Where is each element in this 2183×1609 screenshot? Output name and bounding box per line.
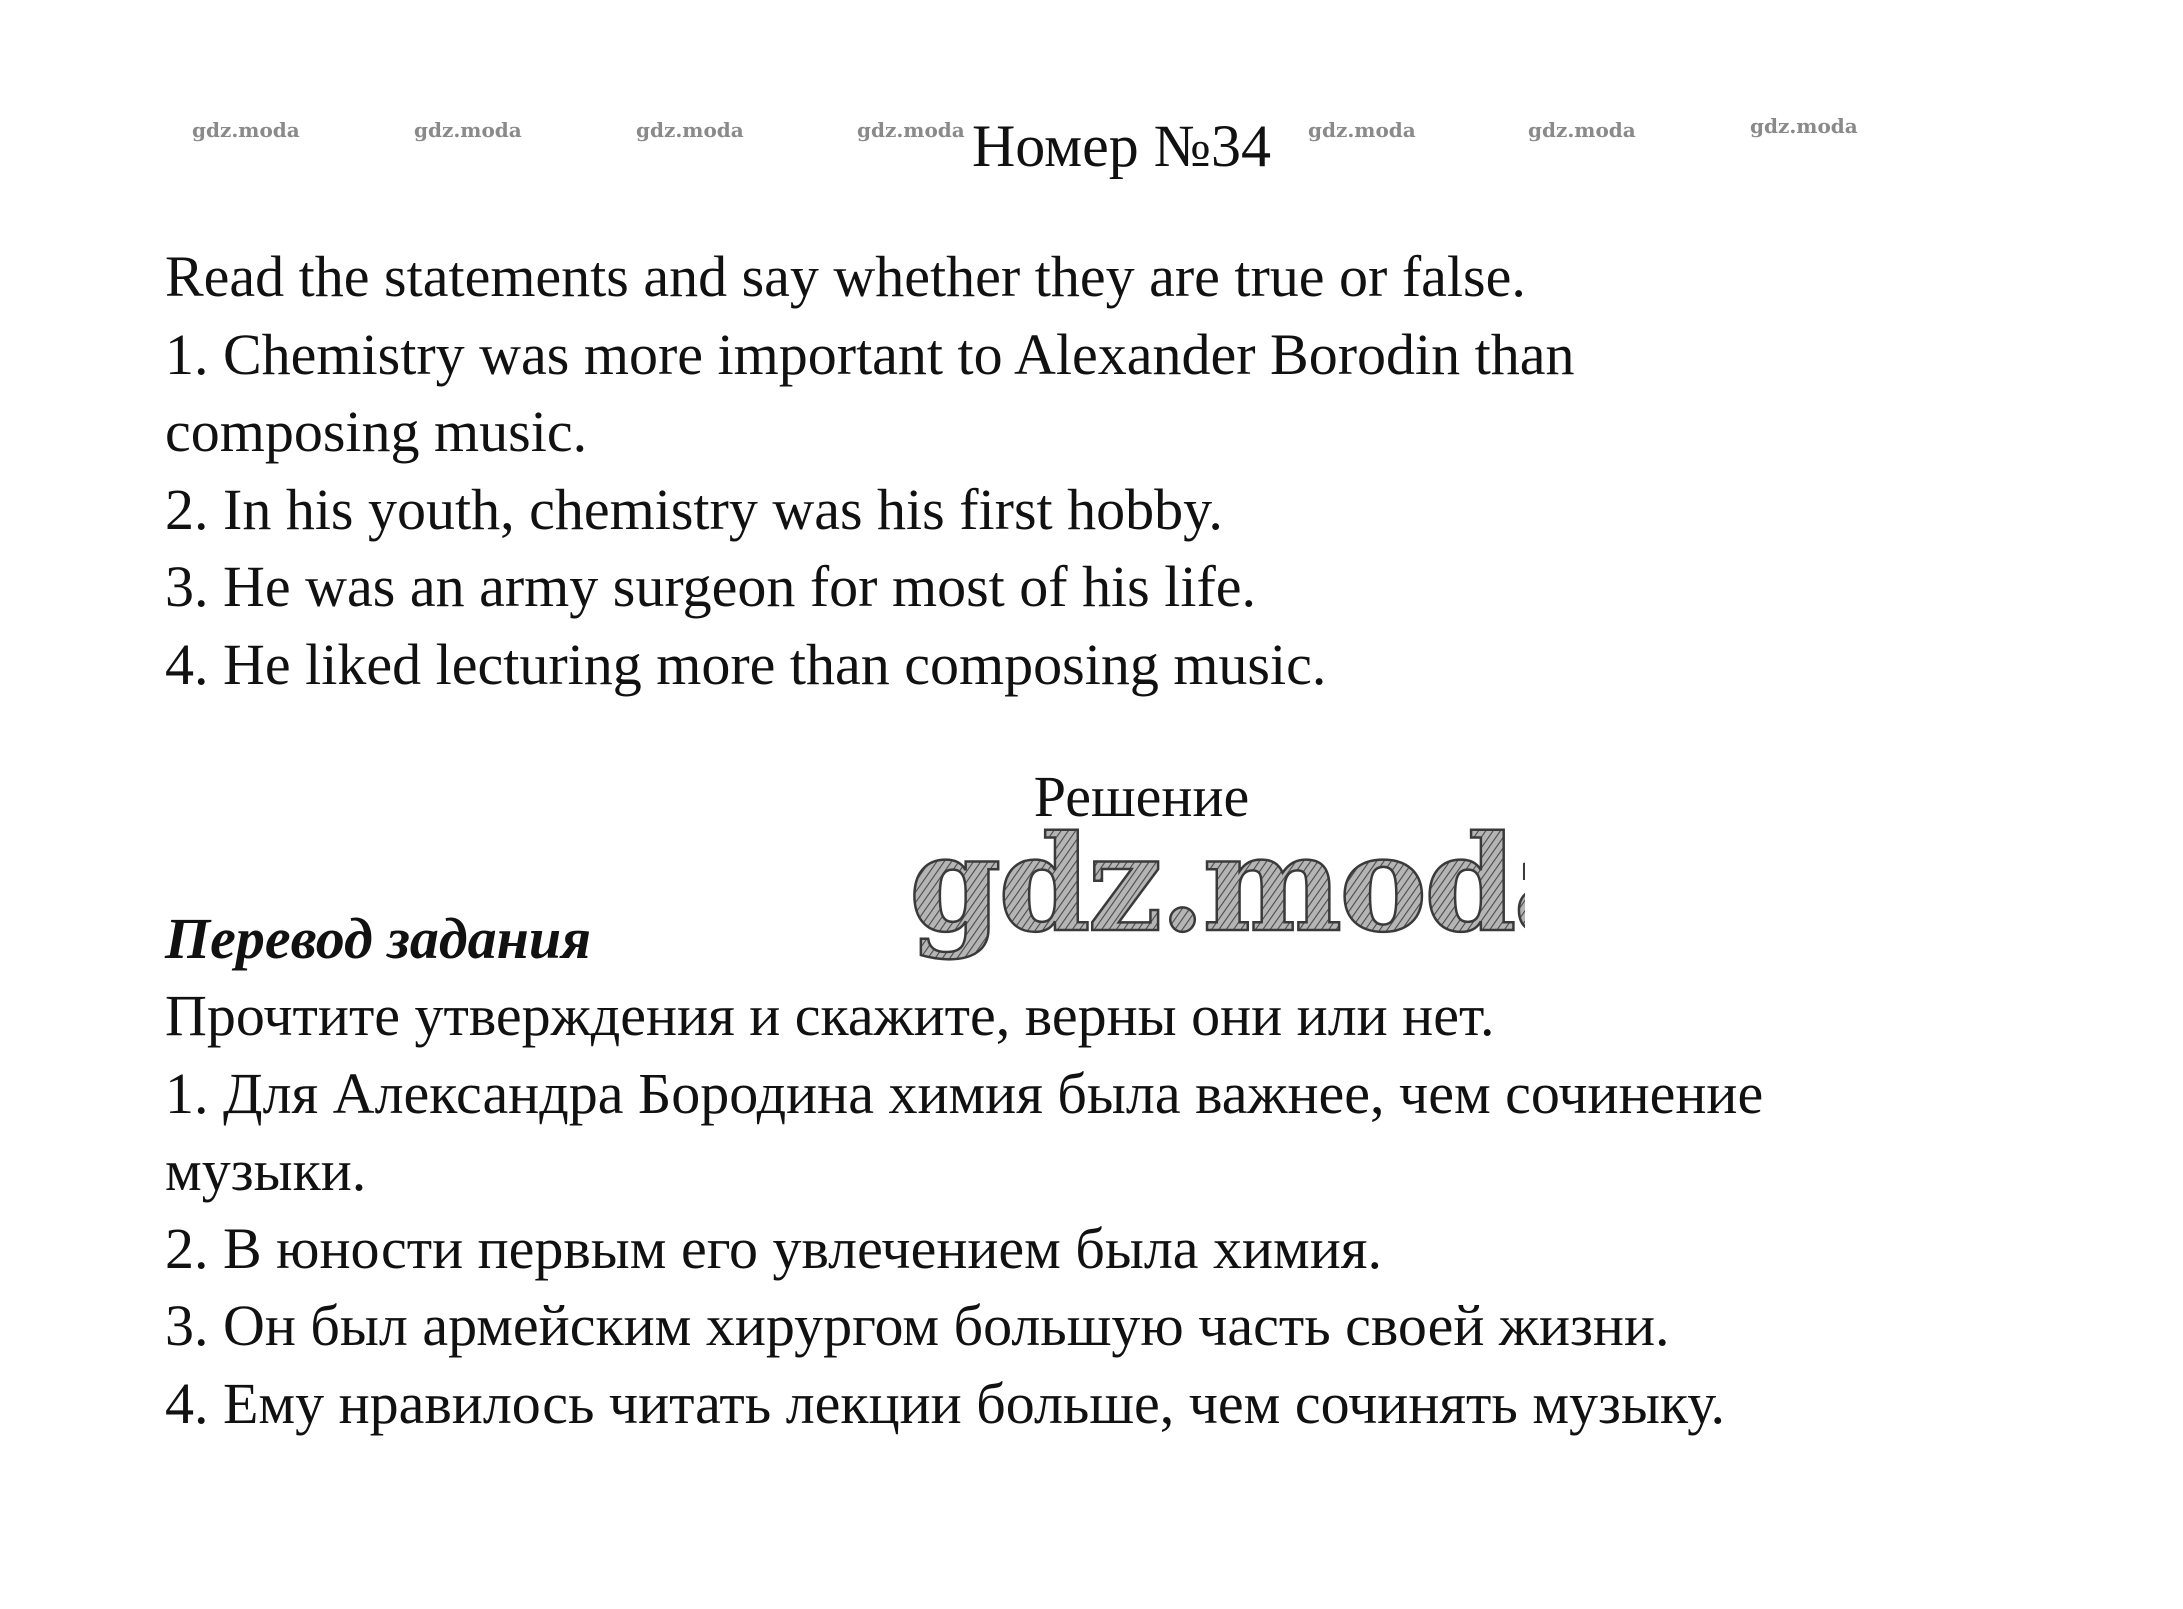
translation-text [165,977,2125,1442]
translation-line: 2. В юности первым его увлечением была химия. [165,1215,1382,1281]
watermark-text: gdz.moda [414,118,522,142]
watermark-text: gdz.moda [192,118,300,142]
solution-label-text: Решение [1033,764,1250,829]
task-line: 3. He was an army surgeon for most of his life. [165,554,1257,619]
translation-line: 3. Он был армейским хирургом большую часть своей жизни. [165,1293,1670,1358]
page-title-text: Номер №34 [971,113,1272,179]
translation-line: 1. Для Александра Бородина химия была важнее, чем сочинение [165,1060,1764,1126]
watermark-logo-svg [905,812,1525,972]
watermark-text: gdz.moda [1308,118,1416,142]
page-title [0,108,2183,184]
task-line: 4. He liked lecturing more than composing music. [165,631,1327,697]
translation-line: музыки. [165,1138,367,1203]
task-text [165,238,2125,703]
watermark-text: gdz.moda [1528,118,1636,142]
watermark-text: gdz.moda [1750,114,1858,138]
big-watermark-logo [905,812,1525,972]
task-line: Read the statements and say whether they are true or false. [165,244,1526,309]
translation-line: 4. Ему нравилось читать лекции больше, чем сочинять музыку. [165,1370,1725,1436]
translation-line: Прочтите утверждения и скажите, верны они или нет. [165,983,1495,1048]
task-line: 1. Chemistry was more important to Alexander Borodin than [165,321,1575,387]
task-line: composing music. [165,399,588,464]
watermark-text: gdz.moda [636,118,744,142]
task-line: 2. In his youth, chemistry was his first hobby. [165,476,1223,542]
watermark-text: gdz.moda [857,118,965,142]
watermark-logo-text: gdz.mod [909,812,1514,962]
translation-heading: Перевод задания [165,906,591,971]
